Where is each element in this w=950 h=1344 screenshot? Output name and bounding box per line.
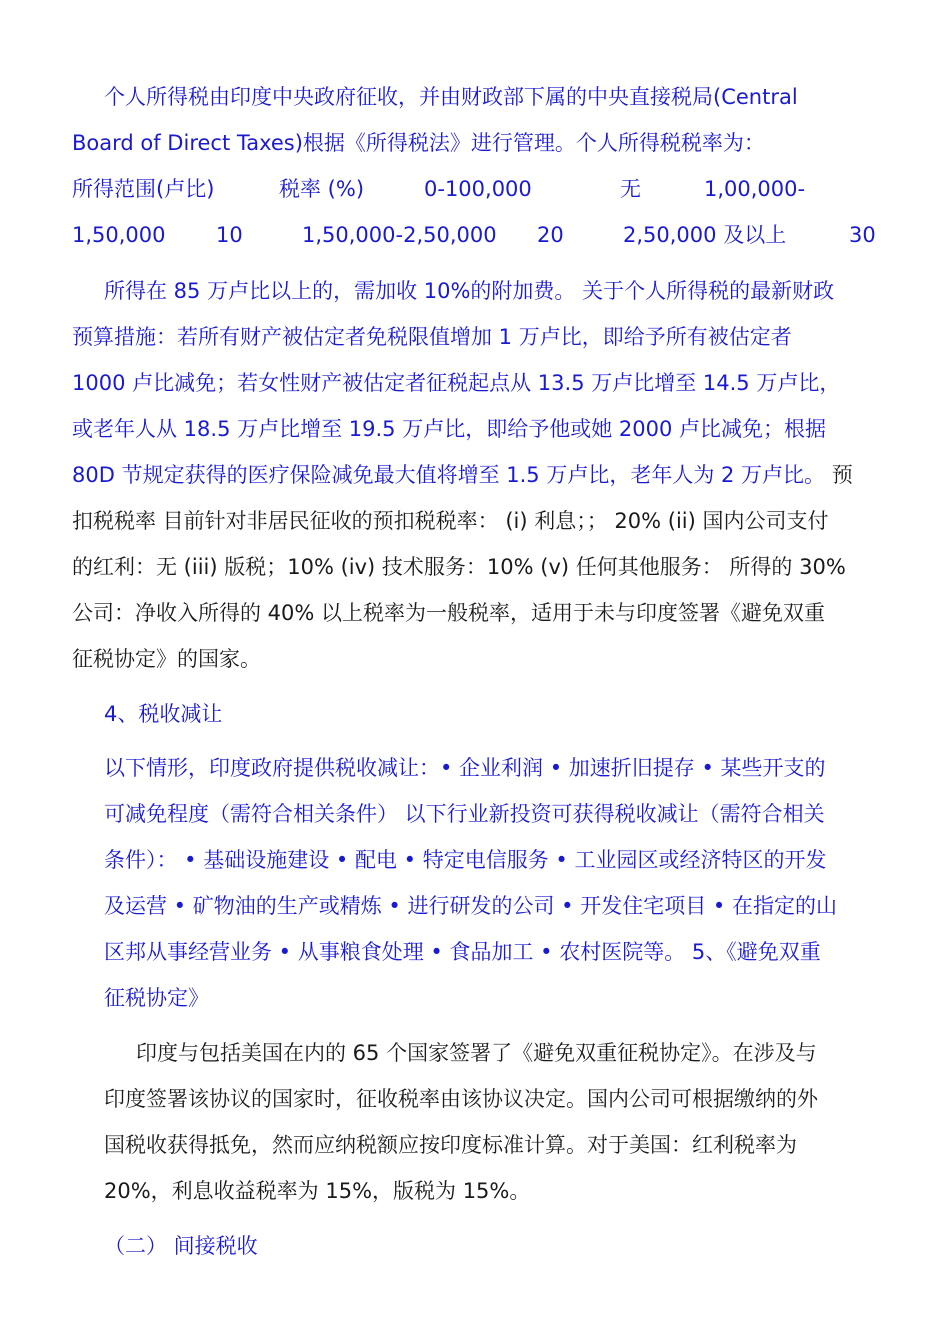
- rate-cell: 无: [620, 177, 641, 201]
- para2-line1: 所得在 85 万卢比以上的，需加收 10%的附加费。 关于个人所得税的最新财政: [104, 279, 835, 303]
- para3-line2: 可减免程度（需符合相关条件） 以下行业新投资可获得税收减让（需符合相关: [104, 802, 825, 826]
- para2-line7: 的红利：无 (iii) 版税；10% (iv) 技术服务：10% (v) 任何其他服务： 所得的 30%: [72, 555, 846, 579]
- rate-cell: 1,50,000-2,50,000: [302, 223, 497, 247]
- para2-line8: 公司：净收入所得的 40% 以上税率为一般税率，适用于未与印度签署《避免双重: [72, 601, 826, 625]
- para2-line5-black: 预: [825, 463, 853, 487]
- rate-cell: 30: [849, 223, 876, 247]
- para2-line9: 征税协定》的国家。: [72, 647, 261, 671]
- para3-line3: 条件）： • 基础设施建设 • 配电 • 特定电信服务 • 工业园区或经济特区的开发: [104, 848, 827, 872]
- para4-line3: 国税收获得抵免，然而应纳税额应按印度标准计算。对于美国：红利税率为: [104, 1133, 797, 1157]
- rate-table-row-2: [0, 222, 950, 248]
- para4-line1: 印度与包括美国在内的 65 个国家签署了《避免双重征税协定》。在涉及与: [136, 1041, 817, 1065]
- rate-cell: 10: [216, 223, 243, 247]
- para3-line1: 以下情形，印度政府提供税收减让：• 企业利润 • 加速折旧提存 • 某些开支的: [104, 756, 826, 780]
- para3-line6: 征税协定》: [104, 986, 209, 1010]
- rate-cell: 1,50,000: [72, 223, 166, 247]
- para4-line4: 20%，利息收益税率为 15%，版税为 15%。: [104, 1179, 531, 1203]
- section-indirect-tax-heading: （二） 间接税收: [104, 1234, 258, 1258]
- rate-cell: 2,50,000 及以上: [623, 223, 787, 247]
- rate-cell: 0-100,000: [424, 177, 532, 201]
- para1-line1: 个人所得税由印度中央政府征收，并由财政部下属的中央直接税局(Central: [104, 85, 798, 109]
- rate-cell: 1,00,000-: [704, 177, 806, 201]
- para2-line5: [72, 462, 853, 488]
- rate-cell: 税率 (%): [279, 177, 365, 201]
- rate-cell: 所得范围(卢比): [72, 177, 215, 201]
- para1-line2: Board of Direct Taxes)根据《所得税法》进行管理。个人所得税税率为：: [72, 131, 765, 155]
- para3-line4: 及运营 • 矿物油的生产或精炼 • 进行研发的公司 • 开发住宅项目 • 在指定的山: [104, 894, 837, 918]
- para3-line5: 区邦从事经营业务 • 从事粮食处理 • 食品加工 • 农村医院等。 5、《避免双重: [104, 940, 821, 964]
- para4-line2: 印度签署该协议的国家时，征收税率由该协议决定。国内公司可根据缴纳的外: [104, 1087, 818, 1111]
- para2-line2: 预算措施：若所有财产被估定者免税限值增加 1 万卢比，即给予所有被估定者: [72, 325, 792, 349]
- rate-table-row-1: [0, 176, 950, 202]
- para2-line3: 1000 卢比减免；若女性财产被估定者征税起点从 13.5 万卢比增至 14.5 万卢比，: [72, 371, 841, 395]
- section-4-heading: 4、税收减让: [104, 702, 223, 726]
- para2-line6: 扣税税率 目前针对非居民征收的预扣税税率： (i) 利息；； 20% (ii) 国内公司支付: [72, 509, 829, 533]
- rate-cell: 20: [537, 223, 564, 247]
- para2-line4: 或老年人从 18.5 万卢比增至 19.5 万卢比，即给予他或她 2000 卢比减免；根据: [72, 417, 827, 441]
- para2-line5-blue: 80D 节规定获得的医疗保险减免最大值将增至 1.5 万卢比，老年人为 2 万卢比。: [72, 463, 826, 487]
